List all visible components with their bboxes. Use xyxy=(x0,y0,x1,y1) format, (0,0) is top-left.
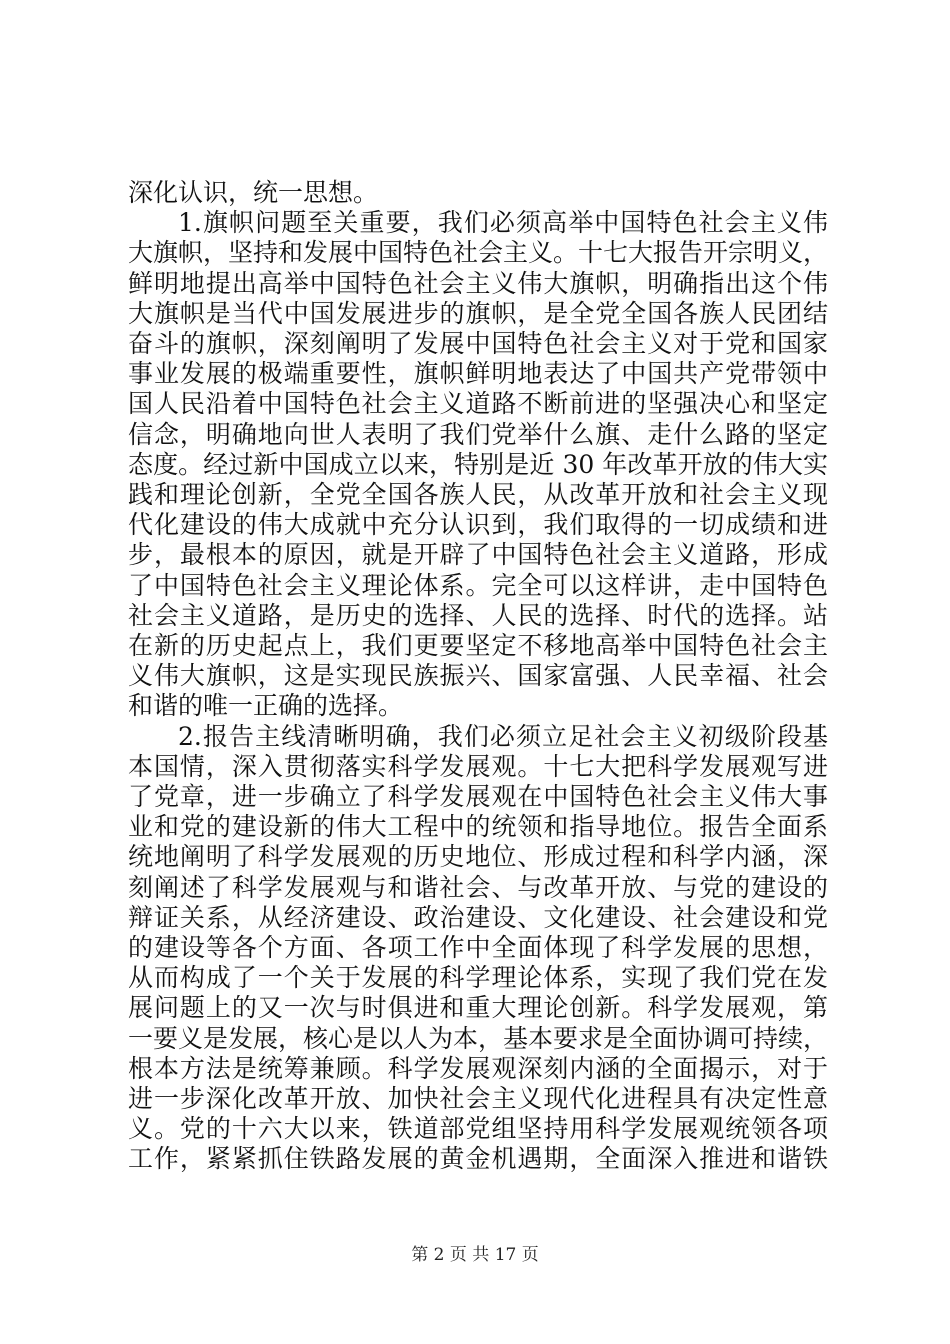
text-line: 在新的历史起点上，我们更要坚定不移地高举中国特色社会主 xyxy=(128,631,828,660)
text-line: 了中国特色社会主义理论体系。完全可以这样讲，走中国特色 xyxy=(128,570,828,600)
text-line: 一要义是发展，核心是以人为本，基本要求是全面协调可持续， xyxy=(128,1023,829,1053)
text-line: 本国情，深入贯彻落实科学发展观。十七大把科学发展观写进 xyxy=(128,751,828,781)
text-line: 根本方法是统筹兼顾。科学发展观深刻内涵的全面揭示，对于 xyxy=(128,1053,828,1083)
text-line: 深化认识，统一思想。 xyxy=(128,178,379,207)
text-line: 和谐的唯一正确的选择。 xyxy=(128,691,404,721)
text-line: 了党章，进一步确立了科学发展观在中国特色社会主义伟大事 xyxy=(128,782,828,811)
paragraph-start-line: 2.报告主线清晰明确，我们必须立足社会主义初级阶段基 xyxy=(178,721,828,751)
text-line: 大旗帜是当代中国发展进步的旗帜，是全党全国各族人民团结 xyxy=(128,298,828,328)
text-line: 进一步深化改革开放、加快社会主义现代化进程具有决定性意 xyxy=(128,1084,828,1113)
text-line: 代化建设的伟大成就中充分认识到，我们取得的一切成绩和进 xyxy=(128,510,828,540)
text-line: 奋斗的旗帜，深刻阐明了发展中国特色社会主义对于党和国家 xyxy=(128,329,828,358)
text-line: 国人民沿着中国特色社会主义道路不断前进的坚强决心和坚定 xyxy=(128,389,828,419)
text-line: 业和党的建设新的伟大工程中的统领和指导地位。报告全面系 xyxy=(128,812,828,842)
paragraph-start-line: 1.旗帜问题至关重要，我们必须高举中国特色社会主义伟 xyxy=(178,208,828,238)
text-line: 的建设等各个方面、各项工作中全面体现了科学发展的思想， xyxy=(128,933,828,962)
text-line: 从而构成了一个关于发展的科学理论体系，实现了我们党在发 xyxy=(128,963,828,993)
text-line: 践和理论创新，全党全国各族人民，从改革开放和社会主义现 xyxy=(128,480,828,509)
text-line: 义伟大旗帜，这是实现民族振兴、国家富强、人民幸福、社会 xyxy=(128,661,828,691)
text-line: 信念，明确地向世人表明了我们党举什么旗、走什么路的坚定 xyxy=(128,419,828,449)
text-line: 辩证关系，从经济建设、政治建设、文化建设、社会建设和党 xyxy=(128,902,828,932)
text-line: 态度。经过新中国成立以来，特别是近 30 年改革开放的伟大实 xyxy=(128,449,828,479)
page-footer: 第 2 页 共 17 页 xyxy=(411,1245,539,1265)
text-line: 刻阐述了科学发展观与和谐社会、与改革开放、与党的建设的 xyxy=(128,872,828,902)
text-line: 大旗帜，坚持和发展中国特色社会主义。十七大报告开宗明义， xyxy=(128,238,829,268)
text-line: 展问题上的又一次与时俱进和重大理论创新。科学发展观，第 xyxy=(128,993,828,1023)
text-line: 统地阐明了科学发展观的历史地位、形成过程和科学内涵，深 xyxy=(128,842,828,872)
text-line: 步，最根本的原因，就是开辟了中国特色社会主义道路，形成 xyxy=(128,540,828,570)
text-line: 社会主义道路，是历史的选择、人民的选择、时代的选择。站 xyxy=(128,600,828,630)
text-line: 义。党的十六大以来，铁道部党组坚持用科学发展观统领各项 xyxy=(128,1114,828,1144)
text-line: 鲜明地提出高举中国特色社会主义伟大旗帜，明确指出这个伟 xyxy=(128,268,828,298)
text-line: 事业发展的极端重要性，旗帜鲜明地表达了中国共产党带领中 xyxy=(128,359,828,389)
text-line: 工作，紧紧抓住铁路发展的黄金机遇期，全面深入推进和谐铁 xyxy=(128,1144,828,1174)
